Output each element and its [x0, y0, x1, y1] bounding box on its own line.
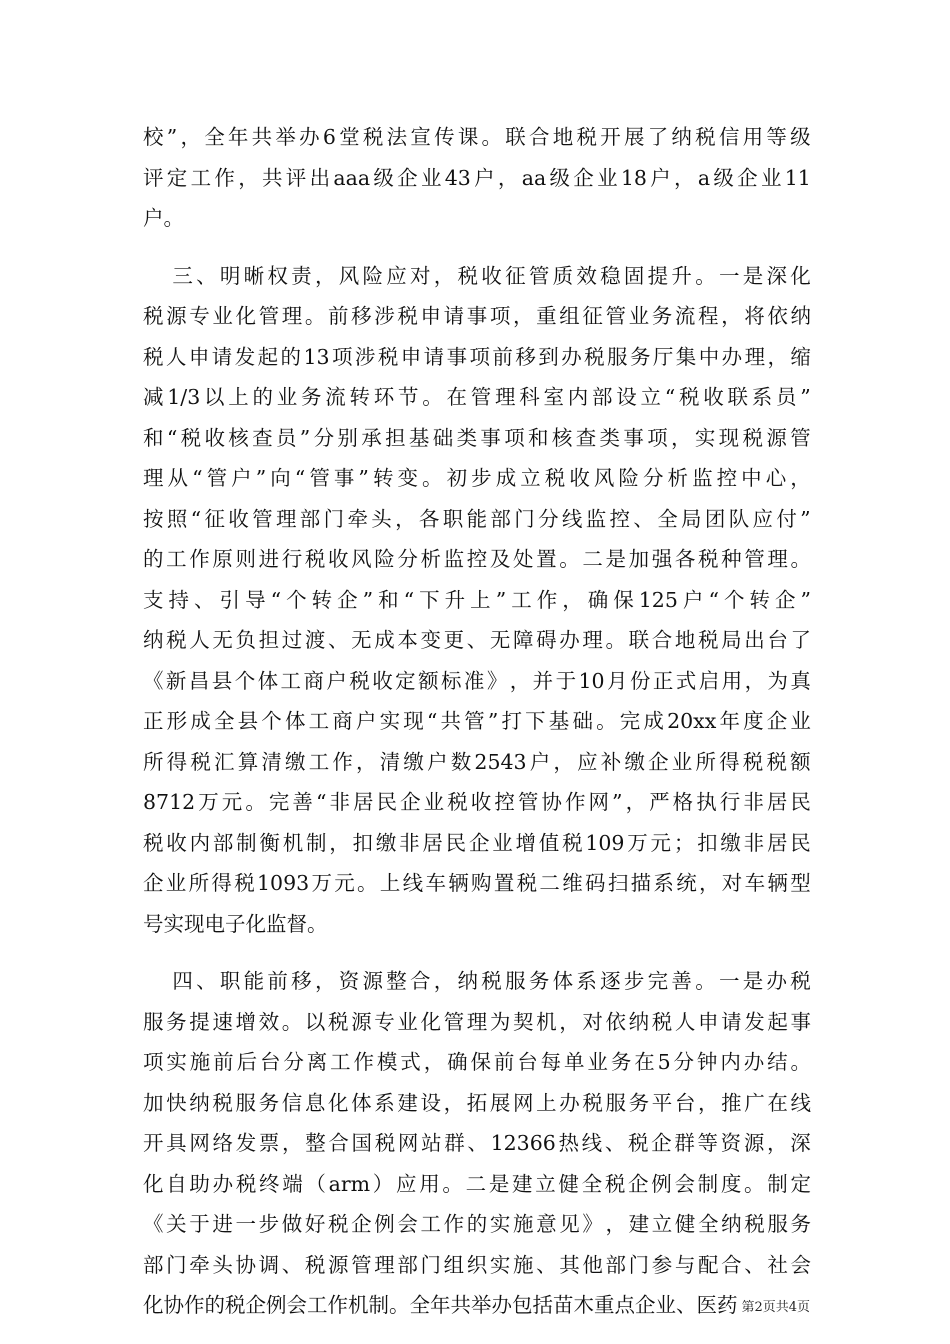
text-line: 开 具 网 络 发 票 ， 整 合 国 税 网 站 群 、 12366 热 线 、 税 企 群 等 资 源 ， 深	[143, 1131, 811, 1155]
text-line: 8712 万 元 。 完 善 “ 非 居 民 企 业 税 收 控 管 协 作 网 ” ， 严 格 执 行 非 居 民	[143, 790, 811, 814]
paragraph	[143, 117, 811, 239]
text-line: 税 收 内 部 制 衡 机 制 ， 扣 缴 非 居 民 企 业 增 值 税 109 万 元 ； 扣 缴 非 居 民	[143, 830, 811, 855]
text-line: 《 关 于 进 一 步 做 好 税 企 例 会 工 作 的 实 施 意 见 》 ， 建 立 健 全 纳 税 服 务	[143, 1212, 811, 1236]
text-line: 的 工 作 原 则 进 行 税 收 风 险 分 析 监 控 及 处 置 。 二 是 加 强 各 税 种 管 理 。	[143, 547, 811, 571]
text-line: 项 实 施 前 后 台 分 离 工 作 模 式 ， 确 保 前 台 每 单 业 务 在 5 分 钟 内 办 结 。	[143, 1050, 811, 1074]
text-line: 评 定 工 作 ， 共 评 出 aaa 级 企 业 43 户 ， aa 级 企 业 18 户 ， a 级 企 业 11	[143, 165, 811, 190]
text-line: 按 照 “ 征 收 管 理 部 门 牵 头 ， 各 职 能 部 门 分 线 监 控 、 全 局 团 队 应 付 ”	[143, 506, 811, 531]
text-line: 三 、 明 晰 权 责 ， 风 险 应 对 ， 税 收 征 管 质 效 稳 固 提 升 。 一 是 深 化	[172, 263, 811, 288]
paragraph-gap	[143, 944, 811, 961]
text-line: 服 务 提 速 增 效 。 以 税 源 专 业 化 管 理 为 契 机 ， 对 依 纳 税 人 申 请 发 起 事	[143, 1009, 811, 1034]
text-line: 纳 税 人 无 负 担 过 渡 、 无 成 本 变 更 、 无 障 碍 办 理 。 联 合 地 税 局 出 台 了	[143, 628, 811, 652]
text-line: 减 1/3 以 上 的 业 务 流 转 环 节 。 在 管 理 科 室 内 部 设 立 “ 税 收 联 系 员 ”	[143, 385, 811, 409]
page-number-footer: 第2页共4页	[741, 1300, 810, 1315]
paragraph	[143, 256, 811, 945]
text-line: 税 源 专 业 化 管 理 。 前 移 涉 税 申 请 事 项 ， 重 组 征 管 业 务 流 程 ， 将 依 纳	[143, 304, 811, 328]
text-line: 化协作的税企例会工作机制。全年共举办包括苗木重点企业、医药	[143, 1293, 738, 1317]
text-line: 校 ” ， 全 年 共 举 办 6 堂 税 法 宣 传 课 。 联 合 地 税 开 展 了 纳 税 信 用 等 级	[143, 125, 811, 149]
text-line: 企 业 所 得 税 1093 万 元 。 上 线 车 辆 购 置 税 二 维 码 扫 描 系 统 ， 对 车 辆 型	[143, 871, 811, 895]
paragraph-gap	[143, 239, 811, 256]
text-line: 支 持 、 引 导 “ 个 转 企 ” 和 “ 下 升 上 ” 工 作 ， 确 保 125 户 “ 个 转 企 ”	[143, 587, 811, 612]
text-line: 化 自 助 办 税 终 端 （ arm ） 应 用 。 二 是 建 立 健 全 税 企 例 会 制 度 。 制 定	[143, 1171, 811, 1196]
document-body	[143, 117, 811, 1326]
text-line: 所 得 税 汇 算 清 缴 工 作 ， 清 缴 户 数 2543 户 ， 应 补 缴 企 业 所 得 税 税 额	[143, 749, 811, 774]
text-line: 四 、 职 能 前 移 ， 资 源 整 合 ， 纳 税 服 务 体 系 逐 步 完 善 。 一 是 办 税	[172, 969, 811, 993]
text-line: 加 快 纳 税 服 务 信 息 化 体 系 建 设 ， 拓 展 网 上 办 税 服 务 平 台 ， 推 广 在 线	[143, 1090, 811, 1115]
text-line: 和 “ 税 收 核 查 员 ” 分 别 承 担 基 础 类 事 项 和 核 查 类 事 项 ， 实 现 税 源 管	[143, 425, 811, 450]
text-line: 部 门 牵 头 协 调 、 税 源 管 理 部 门 组 织 实 施 、 其 他 部 门 参 与 配 合 、 社 会	[143, 1252, 811, 1277]
text-line: 理 从 “ 管 户 ” 向 “ 管 事 ” 转 变 。 初 步 成 立 税 收 风 险 分 析 监 控 中 心 ，	[143, 466, 811, 490]
text-line: 正 形 成 全 县 个 体 工 商 户 实 现 “ 共 管 ” 打 下 基 础 。 完 成 20xx 年 度 企 业	[143, 709, 811, 733]
text-line: 号实现电子化监督。	[143, 911, 328, 936]
text-line: 户。	[143, 206, 184, 230]
paragraph	[143, 961, 811, 1326]
text-line: 税 人 申 请 发 起 的 13 项 涉 税 申 请 事 项 前 移 到 办 税 服 务 厅 集 中 办 理 ， 缩	[143, 344, 811, 369]
text-line: 《 新 昌 县 个 体 工 商 户 税 收 定 额 标 准 》 ， 并 于 10 月 份 正 式 启 用 ， 为 真	[143, 668, 811, 693]
